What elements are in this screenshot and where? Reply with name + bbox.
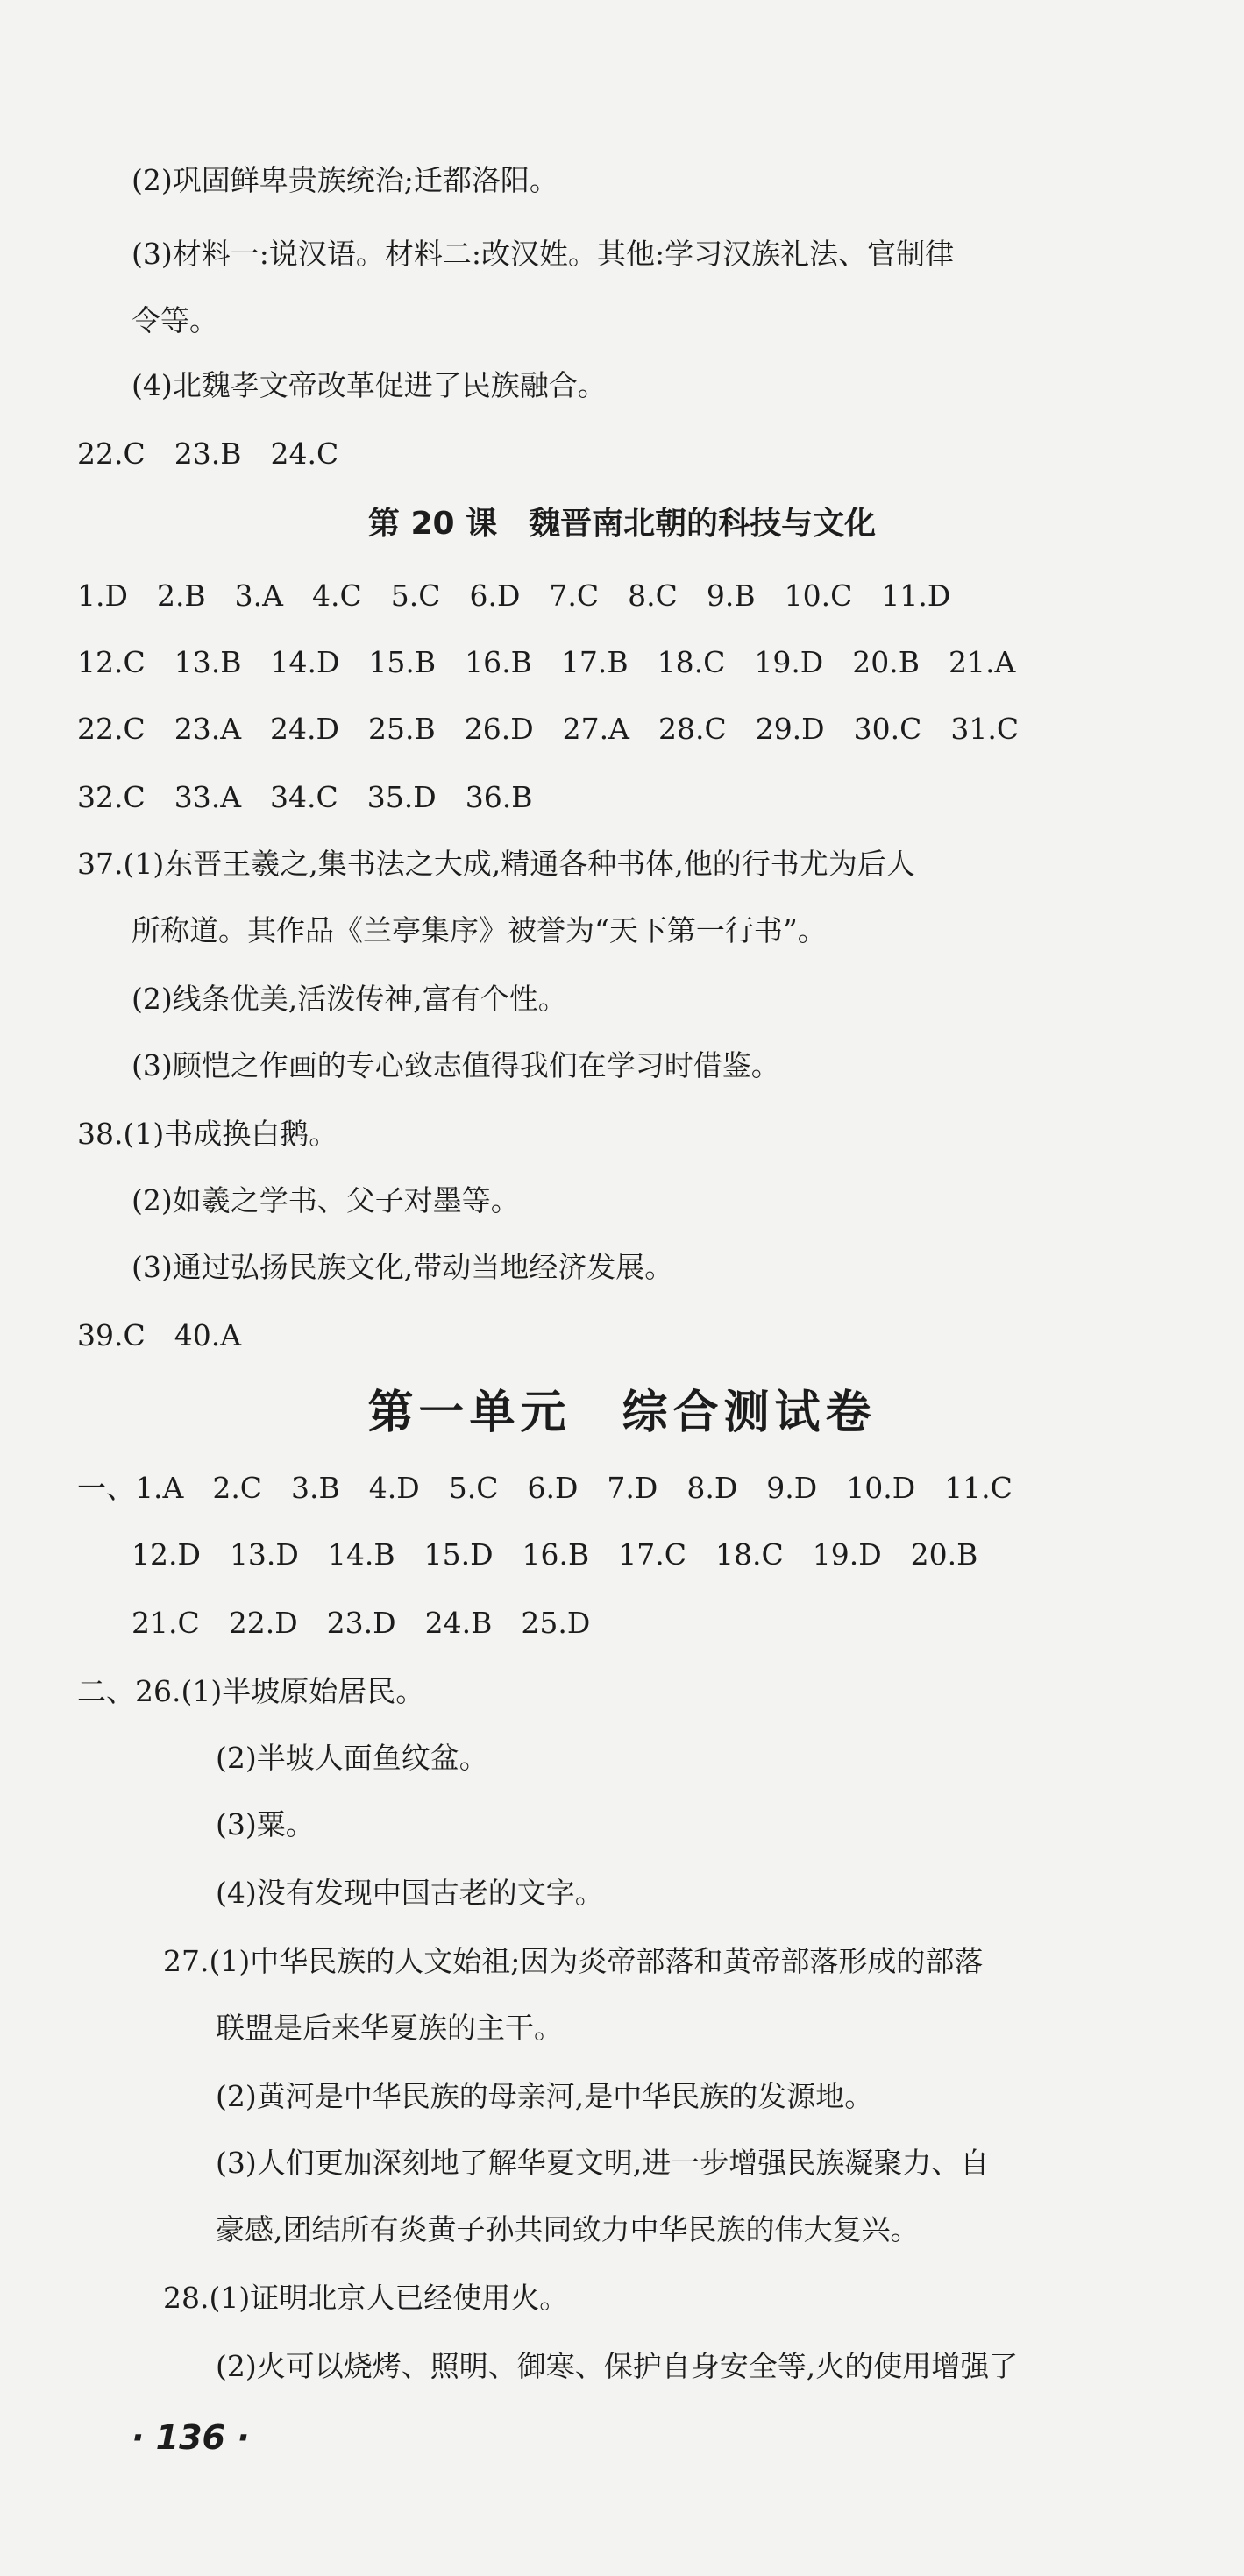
answer-line: 39.C 40.A — [77, 1318, 242, 1352]
unit-title: 第一单元 综合测试卷 — [367, 1386, 877, 1439]
text-line: (4)北魏孝文帝改革促进了民族融合。 — [132, 368, 607, 402]
answer-line: 一、1.A 2.C 3.B 4.D 5.C 6.D 7.D 8.D 9.D 10.D 11.C — [77, 1471, 1013, 1505]
answer-line: (2)线条优美,活泼传神,富有个性。 — [132, 982, 567, 1016]
answer-line: (2)如羲之学书、父子对墨等。 — [132, 1183, 520, 1217]
answer-line: (3)粟。 — [216, 1807, 315, 1842]
text-line: 令等。 — [132, 303, 218, 337]
text-line: (3)材料一:说汉语。材料二:改汉姓。其他:学习汉族礼法、官制律 — [132, 237, 955, 271]
answer-line: 12.D 13.D 14.B 15.D 16.B 17.C 18.C 19.D 20.B — [132, 1537, 978, 1572]
answer-line: 27.(1)中华民族的人文始祖;因为炎帝部落和黄帝部落形成的部落 — [163, 1944, 984, 1978]
answer-line: (3)人们更加深刻地了解华夏文明,进一步增强民族凝聚力、自 — [216, 2146, 990, 2180]
page-number: · 136 · — [132, 2418, 250, 2457]
answer-line: 所称道。其作品《兰亭集序》被誉为“天下第一行书”。 — [132, 913, 827, 947]
answer-line: (2)半坡人面鱼纹盆。 — [216, 1741, 488, 1775]
answer-line: (3)顾恺之作画的专心致志值得我们在学习时借鉴。 — [132, 1048, 780, 1082]
text-line: (2)巩固鲜卑贵族统治;迁都洛阳。 — [132, 163, 558, 197]
answer-line: (4)没有发现中国古老的文字。 — [216, 1876, 604, 1910]
text-line: 22.C 23.B 24.C — [77, 436, 339, 471]
answer-line: 22.C 23.A 24.D 25.B 26.D 27.A 28.C 29.D 30.C 31.C — [77, 712, 1020, 746]
answer-line: 32.C 33.A 34.C 35.D 36.B — [77, 780, 533, 814]
answer-line: (2)黄河是中华民族的母亲河,是中华民族的发源地。 — [216, 2079, 874, 2113]
answer-line: (2)火可以烧烤、照明、御寒、保护自身安全等,火的使用增强了 — [216, 2349, 1019, 2383]
lesson-title: 第 20 课 魏晋南北朝的科技与文化 — [367, 506, 877, 542]
answer-line: 38.(1)书成换白鹅。 — [77, 1117, 338, 1151]
answer-line: 联盟是后来华夏族的主干。 — [216, 2011, 563, 2045]
answer-line: 12.C 13.B 14.D 15.B 16.B 17.B 18.C 19.D 20.B 21.A — [77, 645, 1016, 679]
answer-line: 1.D 2.B 3.A 4.C 5.C 6.D 7.C 8.C 9.B 10.C 11.D — [77, 578, 951, 613]
answer-line: 37.(1)东晋王羲之,集书法之大成,精通各种书体,他的行书尤为后人 — [77, 847, 915, 881]
answer-line: 二、26.(1)半坡原始居民。 — [77, 1674, 425, 1708]
answer-line: 21.C 22.D 23.D 24.B 25.D — [132, 1606, 591, 1640]
answer-line: 28.(1)证明北京人已经使用火。 — [163, 2281, 569, 2315]
answer-line: 豪感,团结所有炎黄子孙共同致力中华民族的伟大复兴。 — [216, 2212, 920, 2246]
answer-line: (3)通过弘扬民族文化,带动当地经济发展。 — [132, 1250, 674, 1284]
